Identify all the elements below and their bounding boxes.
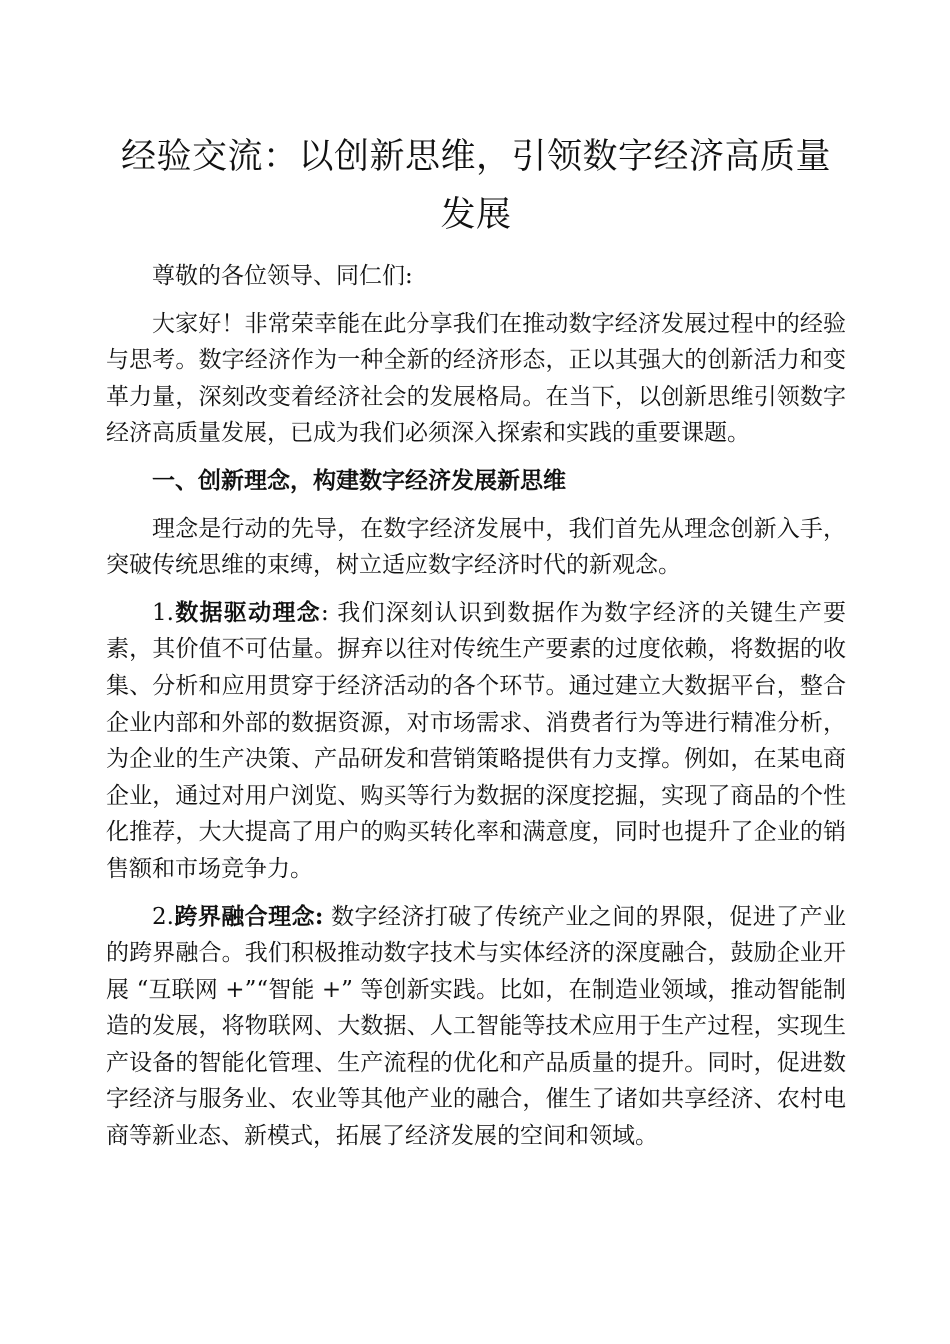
document-title: 经验交流：以创新思维，引领数字经济高质量发展 [120,137,831,235]
point-number: 2. [152,903,174,930]
point-paragraph-1 [106,595,846,888]
point-text: 数字经济打破了传统产业之间的界限，促进了产业的跨界融合。我们积极推动数字技术与实体经济的深度融合，鼓励企业开展 “互联网 +”“智能 +” 等创新实践。比如，在制造业领域，推动智能制造的发展，将物联网、大数据、人工智能等技术应用于生产过程，实现生产设备的智能化管理、生产流程的优化和产品质量的提升。同时，促进数字经济与服务业、农业等其他产业的融合，催生了诸如共享经济、农村电商等新业态、新模式，拓展了经济发展的空间和领域。 [106,903,846,1150]
salutation: 尊敬的各位领导、同仁们: [152,263,413,289]
point-label: 数据驱动理念 [173,598,321,626]
section-intro-paragraph: 理念是行动的先导，在数字经济发展中，我们首先从理念创新入手，突破传统思维的束缚，树立适应数字经济时代的新观念。 [106,515,846,579]
section-heading: 一、创新理念，构建数字经济发展新思维 [152,466,566,494]
point-label: 跨界融合理念 [173,902,315,930]
point-colon: : [314,902,324,930]
document-page [106,128,846,1166]
point-paragraph-2 [106,899,846,1155]
point-colon: : [320,599,329,626]
intro-paragraph: 大家好！非常荣幸能在此分享我们在推动数字经济发展过程中的经验与思考。数字经济作为一种全新的经济形态，正以其强大的创新活力和变革力量，深刻改变着经济社会的发展格局。在当下，以创新思维引领数字经济高质量发展，已成为我们必须深入探索和实践的重要课题。 [106,310,846,447]
point-text: 我们深刻认识到数据作为数字经济的关键生产要素，其价值不可估量。摒弃以往对传统生产要素的过度依赖，将数据的收集、分析和应用贯穿于经济活动的各个环节。通过建立大数据平台，整合企业内部和外部的数据资源，对市场需求、消费者行为等进行精准分析，为企业的生产决策、产品研发和营销策略提供有力支撑。例如，在某电商企业，通过对用户浏览、购买等行为数据的深度挖掘，实现了商品的个性化推荐，大大提高了用户的购买转化率和满意度，同时也提升了企业的销售额和市场竞争力。 [106,599,847,882]
point-number: 1. [152,599,174,626]
